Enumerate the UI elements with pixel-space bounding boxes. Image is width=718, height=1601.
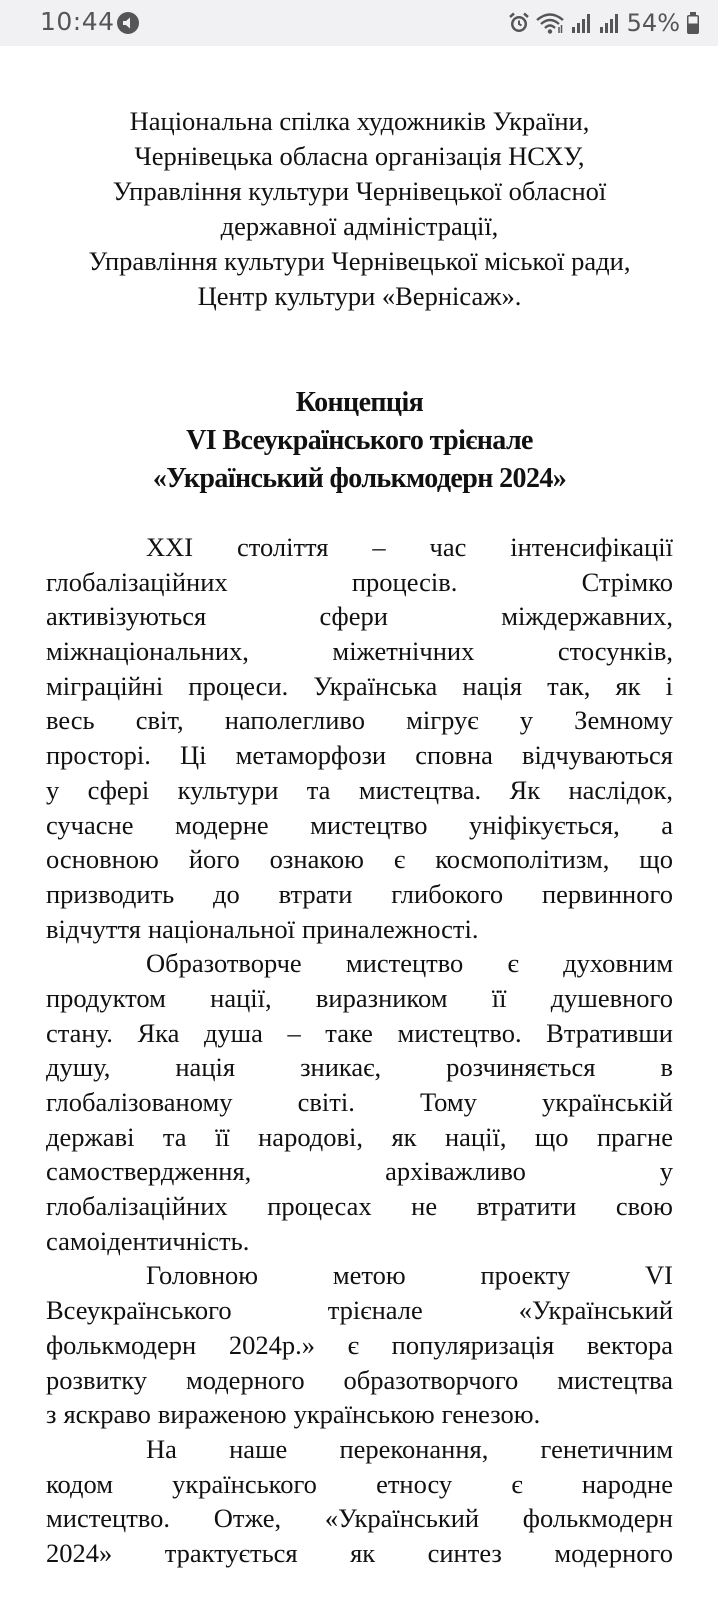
body-word: та (306, 774, 331, 805)
body-word: втратити (476, 1191, 577, 1222)
status-bar (0, 0, 718, 46)
body-word: нація (175, 1052, 236, 1083)
organizations-header (46, 104, 673, 314)
body-word: Ці (179, 740, 207, 771)
body-word: Земному (574, 705, 673, 736)
body-word: Українська (313, 670, 438, 701)
body-word: 2024» (46, 1537, 113, 1568)
paragraph-line (46, 1189, 673, 1224)
body-word: космополітизм, (435, 844, 610, 875)
body-word: її (491, 982, 507, 1013)
body-word: сфері (87, 774, 150, 805)
body-word: самоідентичність. (46, 1225, 250, 1256)
body-word: прагне (596, 1121, 673, 1152)
wifi-icon (535, 11, 565, 35)
body-word: і (665, 670, 673, 701)
body-word: метою (332, 1260, 406, 1291)
body-word: відчуваються (522, 740, 673, 771)
body-word: світ, (135, 705, 184, 736)
body-word: 2024р.» (228, 1329, 315, 1360)
body-word: сповна (415, 740, 493, 771)
body-word: що (639, 844, 673, 875)
body-word: зникає, (300, 1052, 382, 1083)
media-icon (116, 11, 140, 35)
body-word: модерного (554, 1537, 673, 1568)
body-word: мігрує (406, 705, 479, 736)
body-word: Стрімко (581, 566, 673, 597)
body-word: стосунків, (557, 636, 673, 667)
paragraph-line (46, 1224, 673, 1259)
header-line: державної адміністрації, (220, 211, 499, 241)
paragraph-line (46, 738, 673, 773)
body-word: народові, (258, 1121, 364, 1152)
body-word: душу, (46, 1052, 111, 1083)
paragraph-line (46, 530, 673, 565)
paragraph-line (46, 1016, 673, 1051)
body-word: На (146, 1433, 177, 1464)
body-word: популяризація (391, 1329, 555, 1360)
body-word: сучасне (46, 809, 134, 840)
body-word: українській (542, 1087, 673, 1117)
body-word: наслідок, (568, 774, 673, 805)
body-word: Отже, (213, 1503, 282, 1534)
body-word: VI (645, 1260, 673, 1291)
battery-icon (686, 11, 700, 35)
body-word: в (660, 1052, 673, 1083)
body-word: самоствердження, (46, 1156, 252, 1187)
body-word: мистецтва (557, 1364, 673, 1395)
body-word: розчиняється (446, 1052, 596, 1083)
body-word: з (46, 1399, 57, 1430)
body-word: є (347, 1329, 360, 1360)
header-line: Національна спілка художників України, (129, 106, 590, 136)
paragraph-line (46, 703, 673, 738)
body-word: як (391, 1121, 417, 1152)
header-line: Управління культури Чернівецької обласної (112, 176, 607, 206)
body-word: уніфікується, (469, 809, 620, 840)
paragraph-line (46, 1050, 673, 1085)
body-word: модерне (174, 809, 269, 840)
body-word: вектора (586, 1329, 673, 1360)
body-word: душа (203, 1017, 263, 1048)
body-word: культури (177, 774, 279, 805)
body-word: мистецтва. (358, 774, 482, 805)
paragraph-line (46, 773, 673, 808)
body-word: образотворчого (343, 1364, 519, 1395)
body-word: Втративши (546, 1017, 673, 1048)
body-word: у (659, 1156, 673, 1187)
body-word: століття (237, 532, 329, 562)
paragraph-line (46, 669, 673, 704)
body-word: мистецтво (345, 948, 464, 979)
body-word: глибокого (391, 878, 504, 909)
body-word: у (46, 774, 60, 805)
body-word: переконання, (339, 1433, 489, 1464)
paragraph-line (46, 1432, 673, 1467)
body-word: «Український (518, 1295, 673, 1326)
header-line: Управління культури Чернівецької міської ради, (88, 246, 631, 276)
body-word: мистецтво. (397, 1017, 522, 1048)
body-word: ознакою (269, 844, 364, 875)
body-word: міжнаціональних, (46, 636, 249, 667)
paragraph-line (46, 981, 673, 1016)
body-word: нація (462, 670, 523, 701)
body-word: мистецтво. (46, 1503, 171, 1534)
body-word: є (511, 1468, 523, 1499)
body-word: продуктом (46, 982, 166, 1013)
body-word: до (213, 878, 240, 909)
body-word: міграційні (46, 670, 164, 701)
body-word: наполегливо (224, 705, 365, 736)
paragraph-line (46, 599, 673, 634)
body-word: національної (147, 913, 295, 944)
body-word: як (350, 1537, 376, 1568)
body-word: просторі. (46, 740, 151, 771)
title-line: Концепція (295, 387, 424, 418)
body-word: стану. (46, 1017, 113, 1048)
document-viewer[interactable] (46, 46, 673, 1571)
paragraph-line (46, 1363, 673, 1398)
body-word: глобалізаційних (46, 1191, 228, 1222)
body-word: мистецтво (310, 809, 428, 840)
body-word: призводить (46, 878, 175, 909)
status-time: 10:44 (40, 7, 115, 36)
signal-icon (597, 11, 621, 35)
header-line: Чернівецька обласна організація НСХУ, (134, 141, 585, 171)
paragraph-line (46, 946, 673, 981)
paragraph-line (46, 1293, 673, 1328)
body-word: українського (172, 1468, 317, 1499)
document-body (46, 530, 673, 1571)
paragraph-line (46, 1397, 673, 1432)
body-word: фолькмодерн (46, 1329, 197, 1360)
body-word: Тому (419, 1087, 477, 1117)
paragraph-line (46, 1328, 673, 1363)
paragraph-line (46, 1120, 673, 1155)
paragraph-line (46, 1501, 673, 1536)
body-word: як (615, 670, 641, 701)
title-line: «Український фолькмодерн 2024» (152, 463, 567, 494)
body-word: державі (46, 1121, 135, 1152)
body-word: так, (547, 670, 591, 701)
battery-percentage: 54% (626, 9, 680, 37)
body-word: Всеукраїнського (46, 1295, 232, 1326)
body-word: душевного (550, 982, 673, 1013)
paragraph-line (46, 1085, 673, 1120)
body-word: нації, (210, 982, 272, 1013)
paragraph-line (46, 1258, 673, 1293)
body-word: духовним (563, 948, 673, 979)
body-word: свою (615, 1191, 673, 1222)
body-word: глобалізованому (46, 1087, 233, 1117)
body-word: що (534, 1121, 569, 1152)
body-word: «Український (324, 1503, 480, 1534)
body-word: активізуються (46, 601, 207, 632)
body-word: трієнале (327, 1295, 423, 1326)
paragraph-line (46, 565, 673, 600)
body-word: міждержавних, (501, 601, 673, 632)
body-word: таке (325, 1017, 373, 1048)
body-word: не (411, 1191, 438, 1222)
body-word: процесах (267, 1191, 372, 1222)
document-title (46, 384, 673, 498)
body-word: основною (46, 844, 159, 875)
body-word: Образотворче (146, 948, 302, 979)
body-word: процесів. (351, 566, 458, 597)
body-word: розвитку (46, 1364, 147, 1395)
body-word: втрати (278, 878, 353, 909)
paragraph-line (46, 1467, 673, 1502)
body-word: його (188, 844, 240, 875)
body-word: – (372, 532, 386, 562)
body-word: українською (293, 1399, 435, 1430)
body-word: Як (509, 774, 541, 805)
alarm-icon (507, 11, 531, 35)
body-word: генетичним (540, 1433, 673, 1464)
body-word: сфери (319, 601, 388, 632)
body-word: яскраво (63, 1399, 151, 1430)
body-word: метаморфози (235, 740, 387, 771)
body-word: інтенсифікації (510, 532, 673, 562)
signal-icon (569, 11, 593, 35)
body-word: народне (581, 1468, 673, 1499)
body-word: а (661, 809, 673, 840)
body-word: час (429, 532, 467, 562)
paragraph-line (46, 877, 673, 912)
body-word: відчуття (46, 913, 141, 944)
paragraph-line (46, 842, 673, 877)
body-word: є (393, 844, 406, 875)
body-word: – (287, 1017, 301, 1048)
body-word: наше (229, 1433, 288, 1464)
body-word: у (519, 705, 534, 736)
body-word: Головною (146, 1260, 259, 1291)
paragraph-line (46, 1154, 673, 1189)
header-line: Центр культури «Вернісаж». (197, 281, 522, 311)
body-word: та (162, 1121, 187, 1152)
body-word: весь (46, 705, 95, 736)
body-word: світі. (297, 1087, 355, 1117)
body-word: синтез (427, 1537, 502, 1568)
body-word: є (507, 948, 519, 979)
body-word: первинного (541, 878, 673, 909)
body-word: кодом (46, 1468, 114, 1499)
paragraph-line (46, 912, 673, 947)
body-word: генезою. (441, 1399, 541, 1430)
body-word: глобалізаційних (46, 566, 228, 597)
body-word: приналежності. (301, 913, 479, 944)
title-line: VI Всеукраїнського трієнале (186, 425, 533, 456)
body-word: виразником (315, 982, 448, 1013)
body-word: XXI (146, 532, 194, 562)
body-word: архіважливо (385, 1156, 526, 1187)
paragraph-line (46, 634, 673, 669)
body-word: її (214, 1121, 230, 1152)
body-word: нації, (444, 1121, 507, 1152)
body-word: процеси. (188, 670, 289, 701)
paragraph-line (46, 808, 673, 843)
body-word: Яка (137, 1017, 180, 1048)
body-word: фолькмодерн (522, 1503, 673, 1534)
body-word: міжетнічних (332, 636, 475, 667)
status-icons (507, 8, 700, 38)
body-word: етносу (376, 1468, 453, 1499)
body-word: модерного (185, 1364, 305, 1395)
body-word: вираженою (157, 1399, 287, 1430)
body-word: трактується (164, 1537, 298, 1568)
body-word: проекту (480, 1260, 571, 1291)
paragraph-line (46, 1536, 673, 1571)
